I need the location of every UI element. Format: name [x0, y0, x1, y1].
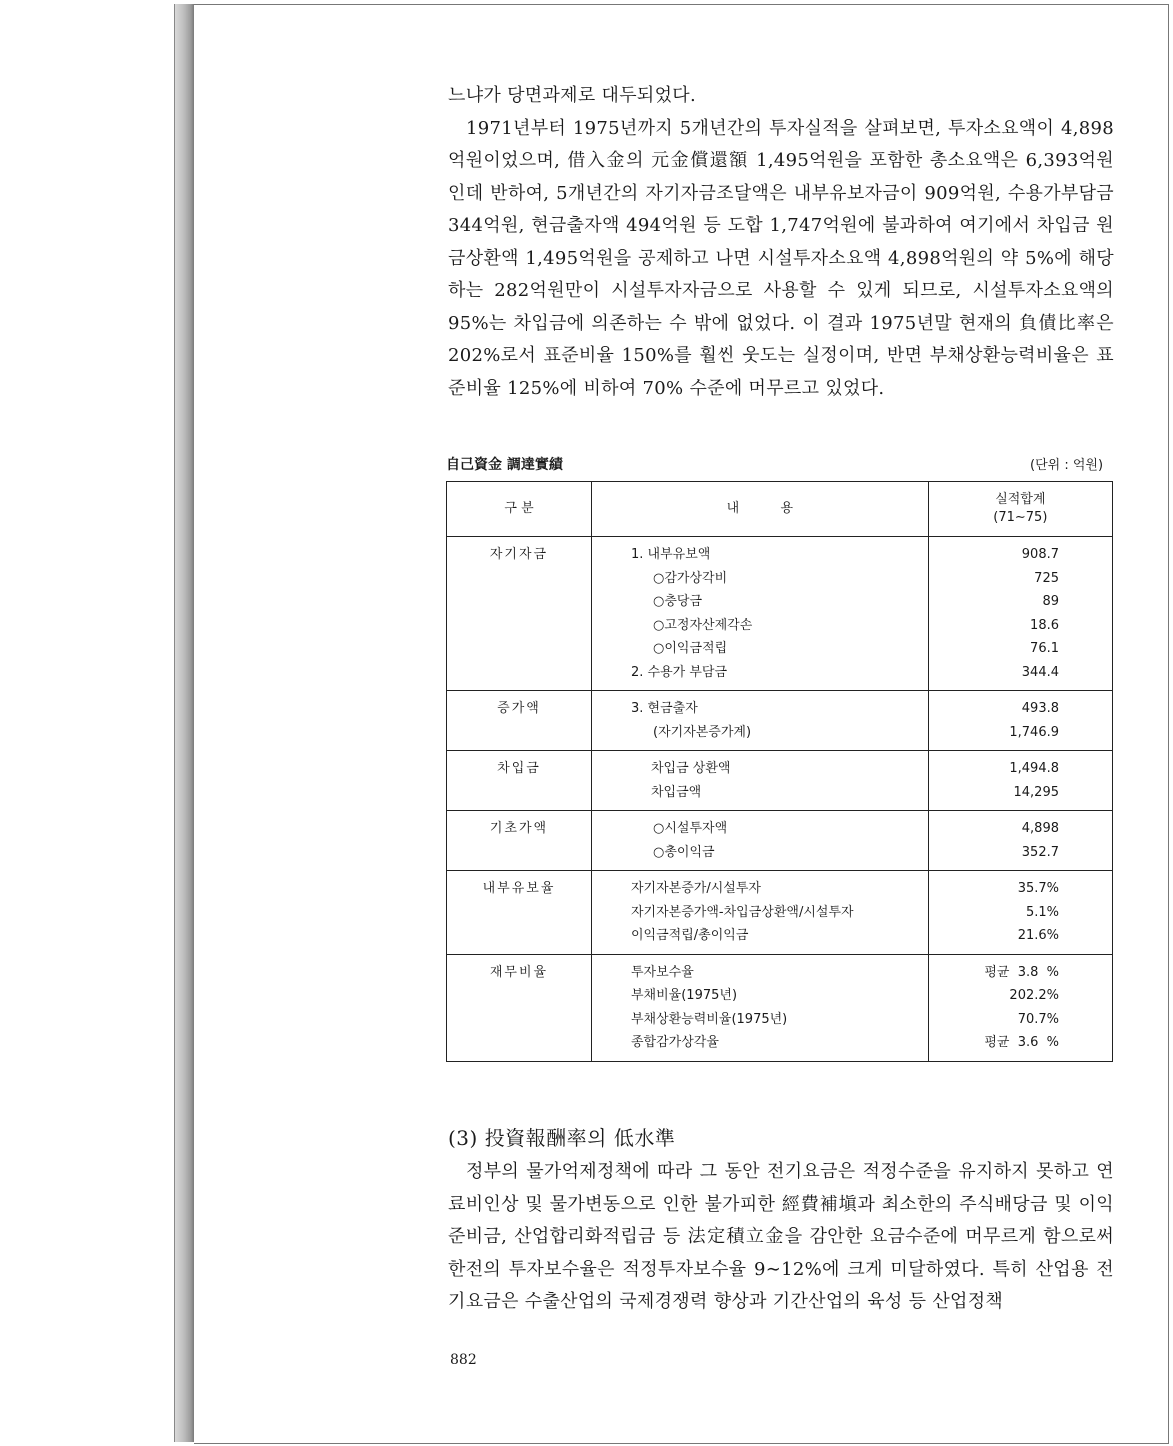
table-unit: (단위 : 억원)	[1030, 458, 1104, 473]
description-cell	[592, 537, 929, 691]
row-value: 352.7	[1021, 844, 1059, 860]
section-paragraph	[448, 1156, 1114, 1319]
table-body	[447, 537, 1113, 1062]
row-value: 89	[1042, 594, 1059, 609]
category-cell: 기초가액	[447, 811, 592, 871]
row-value: 344.4	[1021, 664, 1059, 680]
row-label: 차입금액	[651, 784, 702, 800]
intro-paragraph	[448, 80, 1114, 405]
category-cell: 증가액	[447, 691, 592, 751]
row-label: ○고정자산제각손	[653, 617, 753, 633]
intro-body-text: 1971년부터 1975년까지 5개년간의 투자실적을 살펴보면, 투자소요액이 4,898억원이었으며, 借入金의 元金償還額 1,495억원을 포함한 총소요액은 6,393억원인데 반하여, 5개년간의 자기자금조달액은 내부유보자금이 909억원, 수용가부담금 344억원, 현금출자액 494억원 등 도합 1,747억원에 불과하여 여기에서 차입금 원금상환액 1,495억원을 공제하고 나면 시설투자소요액 4,898억원의 약 5%에 해당하는 282억원만이 시설투자자금으로 사용할 수 있게 되므로, 시설투자소요액의 95%는 차입금에 의존하는 수 밖에 없었다. 이 결과 1975년말 현재의 負債比率은 202%로서 표준비율 150%를 훨씬 웃도는 실정이며, 반면 부채상환능력비율은 표준비율 125%에 비하여 70% 수준에 머무르고 있었다.	[448, 117, 1114, 399]
row-label: 종합감가상각율	[631, 1035, 719, 1050]
row-value: 5.1%	[1025, 904, 1059, 920]
row-value: 76.1	[1030, 641, 1059, 656]
row-label: 차입금 상환액	[651, 761, 731, 776]
value-cell	[928, 954, 1112, 1061]
row-label: ○충당금	[653, 594, 703, 609]
self-funding-table	[446, 481, 1113, 1062]
value-cell	[928, 871, 1112, 955]
row-value: 1,746.9	[1009, 724, 1059, 740]
category-cell: 차입금	[447, 751, 592, 811]
value-cell	[928, 811, 1112, 871]
header-total-line1: 실적합계	[995, 492, 1046, 507]
value-cell	[928, 691, 1112, 751]
row-label: ○총이익금	[653, 844, 715, 860]
table-row	[447, 811, 1113, 871]
header-content: 내 용	[592, 482, 929, 537]
category-cell: 자기자금	[447, 537, 592, 691]
row-label: 부채비율(1975년)	[631, 988, 738, 1003]
row-value: 21.6%	[1017, 928, 1059, 943]
table-row	[447, 954, 1113, 1061]
header-category: 구 분	[447, 482, 592, 537]
table-row	[447, 537, 1113, 691]
description-cell	[592, 954, 929, 1061]
header-total-line2: (71∼75)	[993, 510, 1048, 525]
row-label: (자기자본증가계)	[653, 724, 752, 740]
table-row	[447, 751, 1113, 811]
row-label: 부채상환능력비율(1975년)	[631, 1011, 788, 1027]
table-title: 自己資金 調達實績	[446, 457, 563, 473]
row-label: 자기자본증가액-차입금상환액/시설투자	[631, 904, 854, 920]
table-header-row	[447, 482, 1113, 537]
value-cell	[928, 751, 1112, 811]
row-value: 202.2%	[1009, 988, 1059, 1003]
page-number: 882	[450, 1352, 477, 1368]
row-label: ○시설투자액	[653, 821, 728, 836]
row-label: 자기자본증가/시설투자	[631, 881, 761, 896]
row-label: 3. 현금출자	[631, 701, 698, 716]
row-label: ○이익금적립	[653, 641, 728, 656]
row-value: 70.7%	[1017, 1011, 1059, 1027]
row-label: 2. 수용가 부담금	[631, 664, 728, 680]
row-value: 725	[1034, 570, 1059, 586]
table-row	[447, 691, 1113, 751]
row-value: 평균 3.6 %	[984, 1035, 1059, 1050]
description-cell	[592, 811, 929, 871]
row-value: 35.7%	[1017, 881, 1059, 896]
row-label: 투자보수율	[631, 964, 694, 980]
description-cell	[592, 691, 929, 751]
table-row	[447, 871, 1113, 955]
row-label: ○감가상각비	[653, 570, 728, 586]
row-value: 14,295	[1013, 784, 1059, 800]
row-value: 18.6	[1030, 617, 1059, 633]
row-value: 평균 3.8 %	[984, 964, 1059, 980]
book-spine-edge	[174, 4, 195, 1442]
section-body-text: 정부의 물가억제정책에 따라 그 동안 전기요금은 적정수준을 유지하지 못하고 연료비인상 및 물가변동으로 인한 불가피한 經費補塡과 최소한의 주식배당금 및 이익준비금, 산업합리화적립금 등 法定積立金을 감안한 요금수준에 머무르게 함으로써 한전의 투자보수율은 적정투자보수율 9∼12%에 크게 미달하였다. 특히 산업용 전기요금은 수출산업의 국제경쟁력 향상과 기간산업의 육성 등 산업정책	[448, 1161, 1114, 1312]
section-heading: (3) 投資報酬率의 低水準	[448, 1126, 676, 1150]
row-value: 493.8	[1021, 701, 1059, 716]
intro-lead-line: 느냐가 당면과제로 대두되었다.	[448, 85, 697, 106]
row-value: 908.7	[1021, 547, 1059, 562]
category-cell: 재무비율	[447, 954, 592, 1061]
row-label: 1. 내부유보액	[631, 547, 711, 562]
row-label: 이익금적립/총이익금	[631, 928, 749, 943]
category-cell: 내부유보율	[447, 871, 592, 955]
row-value: 4,898	[1021, 821, 1059, 836]
value-cell	[928, 537, 1112, 691]
header-total	[928, 482, 1112, 537]
row-value: 1,494.8	[1009, 761, 1059, 776]
description-cell	[592, 751, 929, 811]
description-cell	[592, 871, 929, 955]
